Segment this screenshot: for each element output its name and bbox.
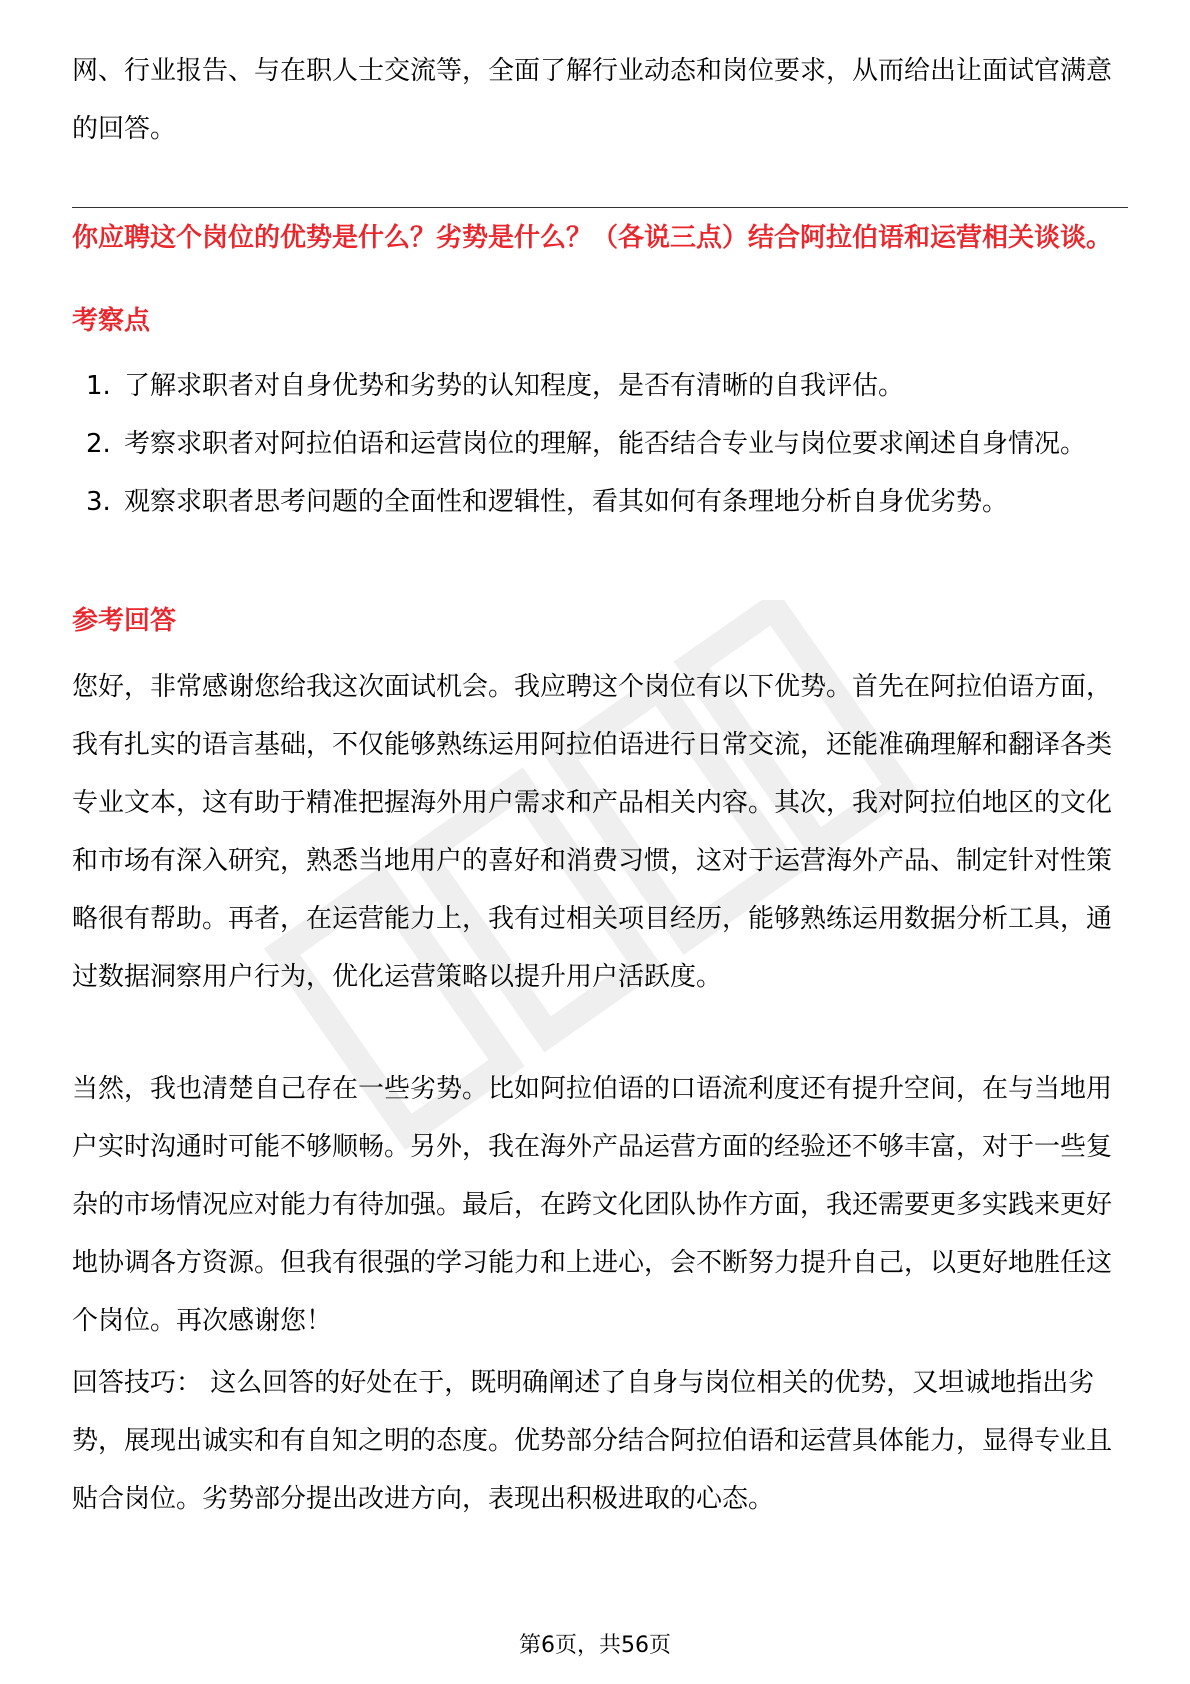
list-item-text: 了解求职者对自身优势和劣势的认知程度，是否有清晰的自我评估。 (124, 371, 905, 401)
list-item-number: 3. (86, 487, 111, 517)
intro-paragraph-tail: 网、行业报告、与在职人士交流等，全面了解行业动态和岗位要求，从而给出让面试官满意的回答。 (72, 56, 1113, 144)
list-item-number: 1. (86, 371, 111, 401)
answer-text: 您好，非常感谢您给我这次面试机会。我应聘这个岗位有以下优势。首先在阿拉伯语方面，我有扎实的语言基础，不仅能够熟练运用阿拉伯语进行日常交流，还能准确理解和翻译各类专业文本，这有助于精准把握海外用户需求和产品相关内容。其次，我对阿拉伯地区的文化和市场有深入研究，熟悉当地用户的喜好和消费习惯，这对于运营海外产品、制定针对性策略很有帮助。再者，在运营能力上，我有过相关项目经历，能够熟练运用数据分析工具，通过数据洞察用户行为，优化运营策略以提升用户活跃度。 (72, 672, 1113, 992)
answer-heading: 参考回答 (72, 606, 177, 636)
list-item (72, 357, 1128, 415)
list-item (72, 473, 1128, 531)
answer-tips-text: 回答技巧： 这么回答的好处在于，既明确阐述了自身与岗位相关的优势，又坦诚地指出劣势，展现出诚实和有自知之明的态度。优势部分结合阿拉伯语和运营具体能力，显得专业且贴合岗位。劣势部分提出改进方向，表现出积极进取的心态。 (72, 1368, 1113, 1514)
page-number-footer: 第6页，共56页 (519, 1633, 671, 1658)
answer-tips-paragraph (72, 1354, 1128, 1528)
list-item (72, 415, 1128, 473)
list-item-number: 2. (86, 429, 111, 459)
section-divider (72, 207, 1128, 208)
points-list (72, 357, 1128, 531)
list-item-text: 考察求职者对阿拉伯语和运营岗位的理解，能否结合专业与岗位要求阐述自身情况。 (124, 429, 1087, 459)
answer-paragraph-2 (72, 1060, 1128, 1350)
list-item-text: 观察求职者思考问题的全面性和逻辑性，看其如何有条理地分析自身优劣势。 (124, 487, 1009, 517)
points-heading: 考察点 (72, 306, 151, 336)
answer-paragraph-1 (72, 658, 1128, 1006)
question-heading: 你应聘这个岗位的优势是什么？劣势是什么？（各说三点）结合阿拉伯语和运营相关谈谈。 (72, 223, 1113, 253)
answer-text: 当然，我也清楚自己存在一些劣势。比如阿拉伯语的口语流利度还有提升空间，在与当地用户实时沟通时可能不够顺畅。另外，我在海外产品运营方面的经验还不够丰富，对于一些复杂的市场情况应对能力有待加强。最后，在跨文化团队协作方面，我还需要更多实践来更好地协调各方资源。但我有很强的学习能力和上进心，会不断努力提升自己，以更好地胜任这个岗位。再次感谢您！ (72, 1074, 1113, 1336)
